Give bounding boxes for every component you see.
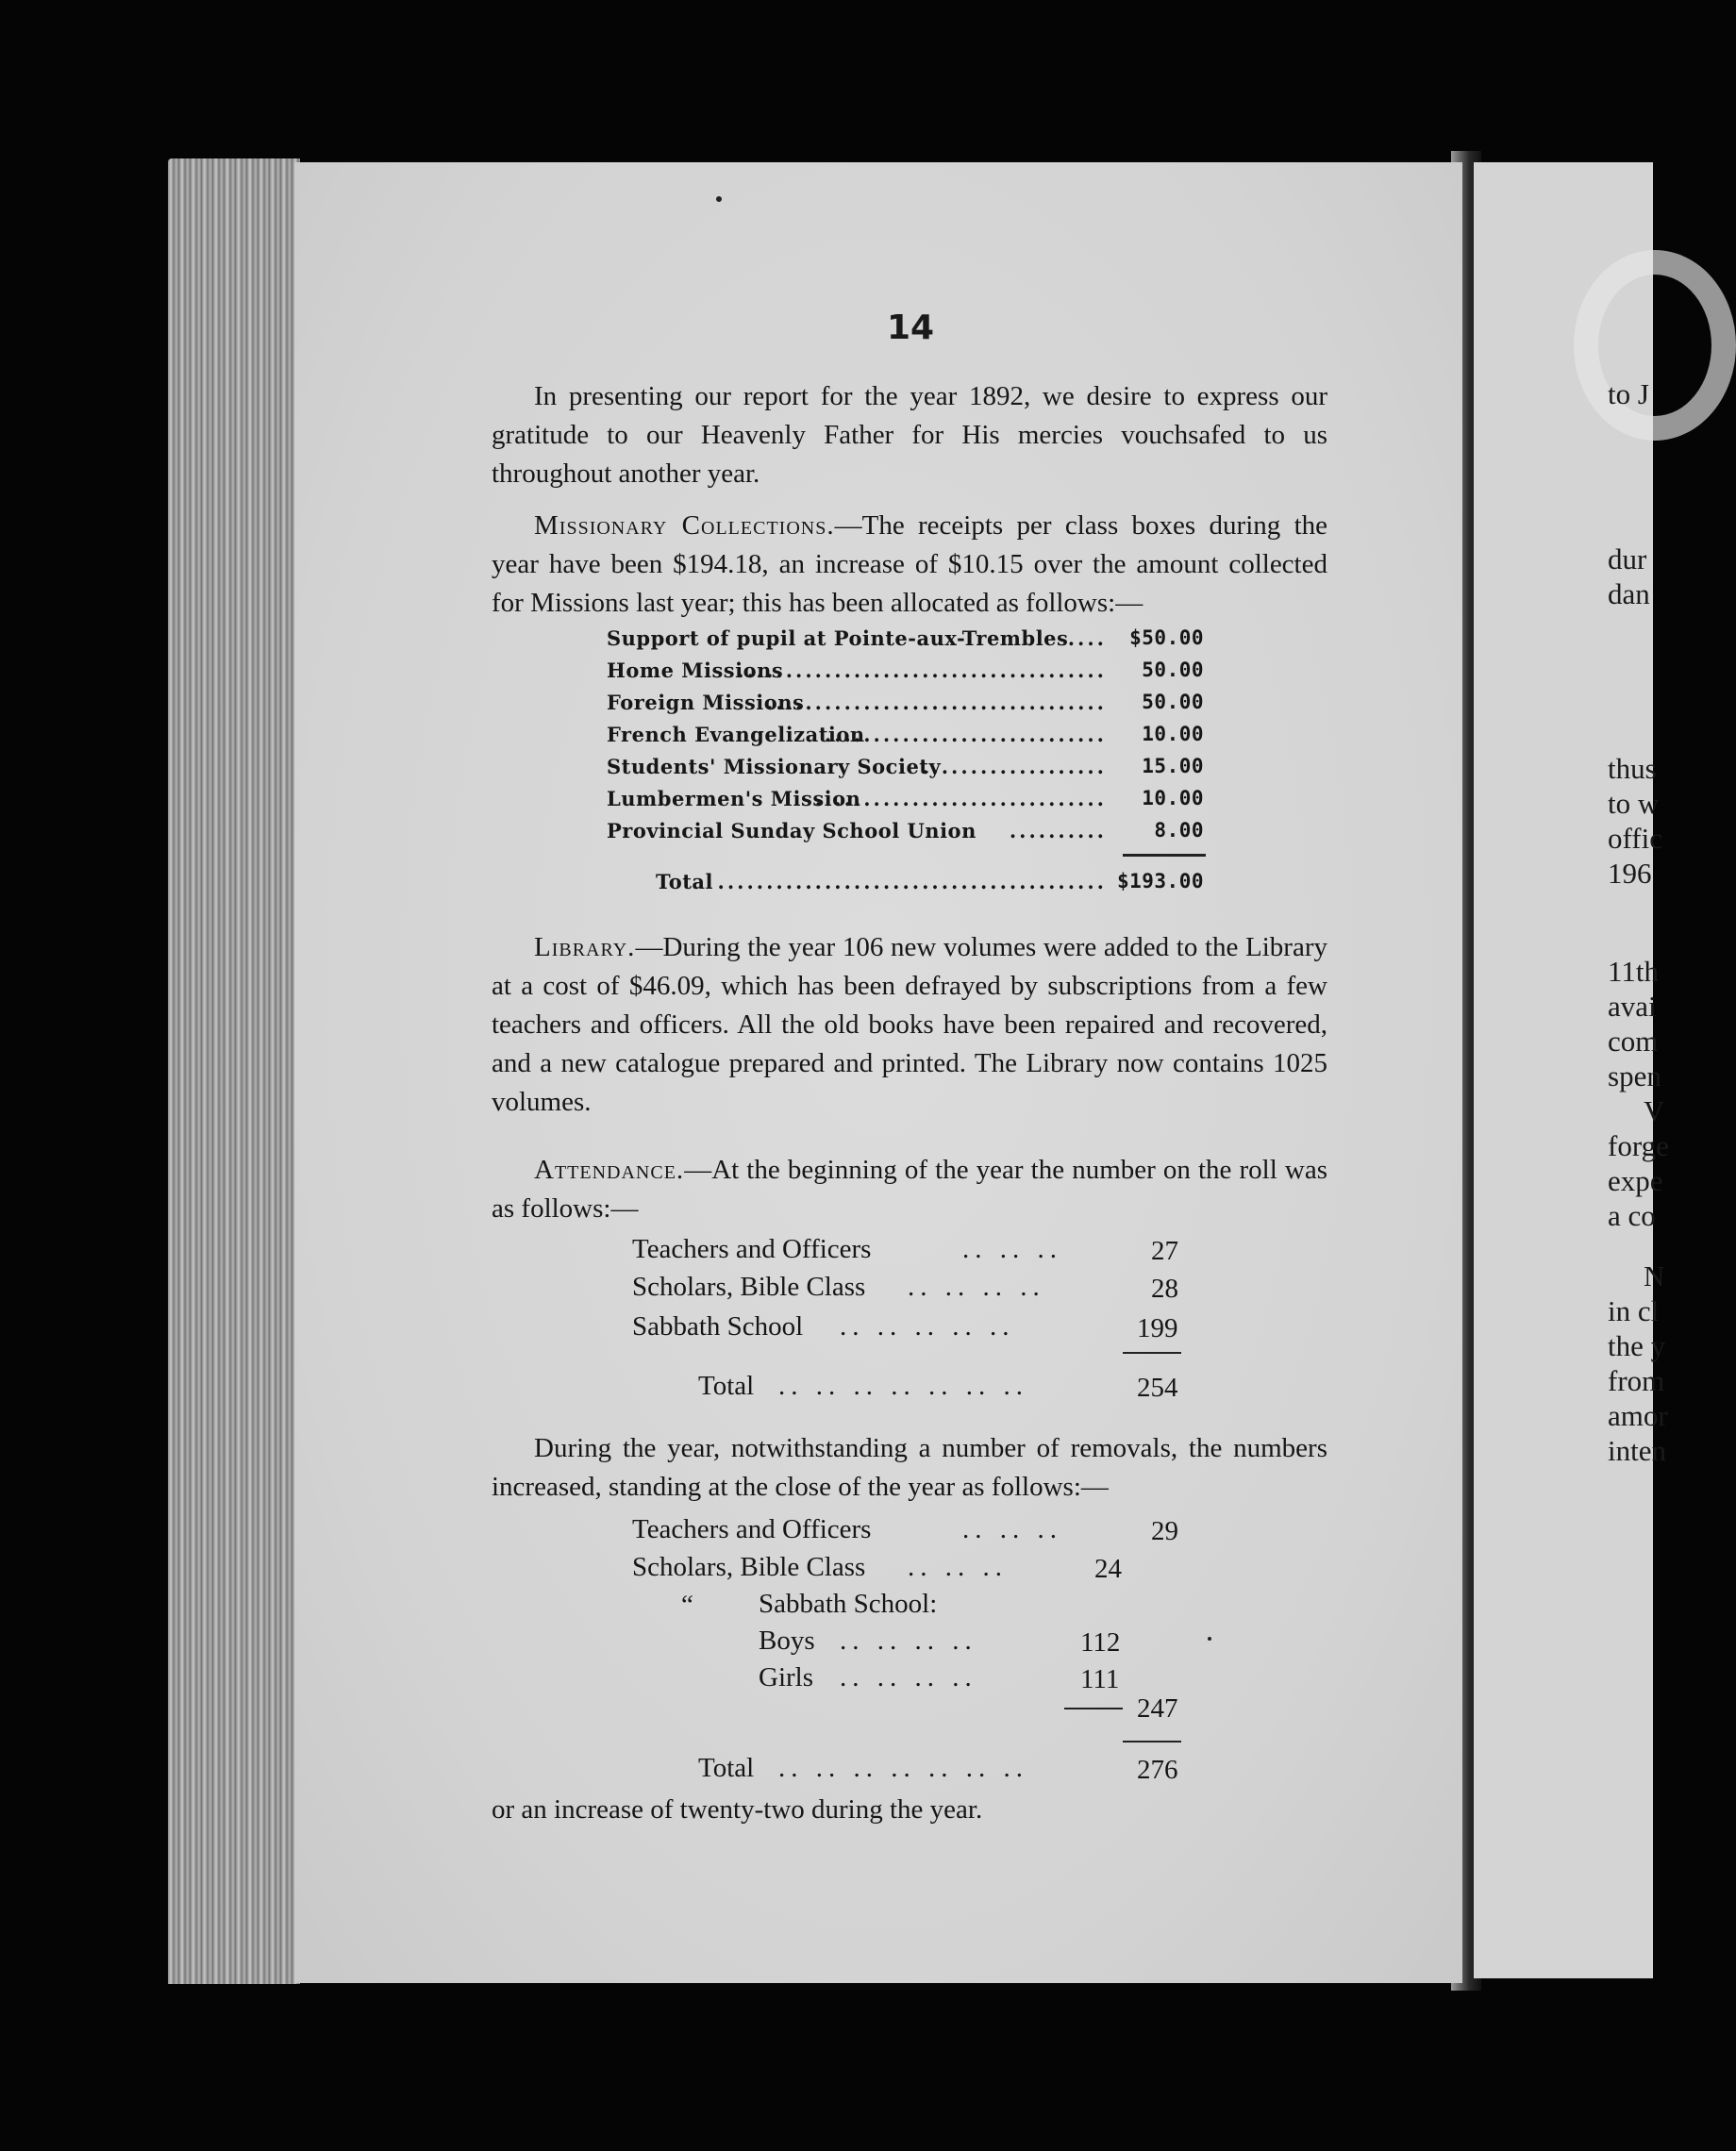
missionary-paragraph [492, 507, 1327, 623]
total-rule [1123, 854, 1206, 857]
close-label-teachers: Teachers and Officers [632, 1514, 872, 1544]
roll-total-value: 254 [1137, 1373, 1178, 1403]
close-value-bible-class: 24 [1094, 1554, 1122, 1584]
leader-dots: .......... [1009, 819, 1107, 842]
during-year-text: During the year, notwithstanding a number of removals, the numbers increased, standing at the close of the year as follows:— [492, 1433, 1327, 1502]
facing-fragment: dan [1608, 577, 1650, 610]
allocation-label: Lumbermen's Mission [607, 787, 861, 810]
facing-fragment: 196 [1608, 857, 1652, 890]
facing-fragment: avai [1608, 990, 1657, 1023]
speck [1208, 1637, 1211, 1641]
total-rule [1123, 1741, 1181, 1742]
library-heading: Library. [534, 932, 636, 962]
close-value-teachers: 29 [1151, 1516, 1178, 1546]
leader-dots: ................................... [766, 691, 1107, 714]
page-edges [168, 158, 300, 1984]
allocation-row [607, 723, 1210, 755]
close-dots: .. .. .. [908, 1552, 1008, 1582]
facing-fragment: from [1608, 1364, 1665, 1397]
facing-fragment: N [1644, 1259, 1665, 1292]
library-text: —During the year 106 new volumes were added to the Library at a cost of $46.09, which has been defrayed by subscriptions from a few teachers and officers. All the old books have been repaired and recovered, and a new catalogue prepared and printed. The Library now contains 1025 volumes. [492, 932, 1327, 1117]
facing-fragment: amor [1608, 1399, 1668, 1432]
facing-fragment: a co [1608, 1199, 1656, 1232]
missionary-total [607, 870, 1210, 902]
allocation-amount: 50.00 [1142, 659, 1204, 681]
roll-value: 27 [1151, 1236, 1178, 1266]
facing-fragment: com [1608, 1025, 1659, 1058]
leader-dots: ................... [922, 755, 1107, 778]
total-amount: $193.00 [1116, 870, 1204, 892]
roll-value: 199 [1137, 1313, 1178, 1343]
missionary-text: —The receipts per class boxes during the year have been $194.18, an increase of $10.15 over the amount collected for Missions last year; this has been allocated as follows:— [492, 510, 1327, 618]
allocation-row [607, 755, 1210, 787]
allocation-label: Students' Missionary Society [607, 755, 942, 778]
facing-fragment: spen [1608, 1059, 1661, 1092]
allocation-label: Support of pupil at Pointe-aux-Trembles [607, 626, 1069, 650]
close-total-label: Total [698, 1753, 755, 1783]
close-dots: .. .. .. .. .. .. .. [778, 1753, 1028, 1783]
facing-page-text [1474, 162, 1669, 1978]
allocation-row [607, 659, 1210, 691]
missionary-heading: Missionary Collections. [534, 510, 835, 541]
close-dots: .. .. .. [962, 1514, 1062, 1544]
leader-dots: ........................................ [717, 870, 1107, 893]
roll-value: 28 [1151, 1274, 1178, 1304]
attendance-text: —At the beginning of the year the number on the roll was as follows:— [492, 1155, 1327, 1224]
facing-fragment: dur [1608, 542, 1647, 575]
facing-fragment: to J [1608, 377, 1649, 410]
allocation-amount: 15.00 [1142, 755, 1204, 777]
allocation-amount: $50.00 [1129, 626, 1204, 649]
missionary-allocation-table [607, 626, 1210, 851]
intro-paragraph [492, 377, 1327, 493]
facing-fragment: thus [1608, 752, 1657, 785]
allocation-amount: 50.00 [1142, 691, 1204, 713]
allocation-row [607, 626, 1210, 659]
roll-dots: .. .. .. .. .. [840, 1311, 1015, 1342]
roll-label: Teachers and Officers [632, 1234, 872, 1264]
facing-fragment: expe [1608, 1164, 1663, 1197]
close-label-sabbath: Sabbath School: [759, 1589, 938, 1619]
allocation-amount: 8.00 [1154, 819, 1204, 842]
close-dots: .. .. .. .. [840, 1662, 977, 1692]
roll-dots: .. .. .. [962, 1234, 1062, 1264]
facing-fragment: offic [1608, 822, 1662, 855]
closing-text: or an increase of twenty-two during the year. [492, 1794, 983, 1825]
allocation-label: Foreign Missions [607, 691, 805, 714]
allocation-label: French Evangelization [607, 723, 865, 746]
roll-dots: .. .. .. .. [908, 1272, 1045, 1302]
allocation-row [607, 787, 1210, 819]
facing-fragment: to w [1608, 787, 1660, 820]
subtotal-rule [1064, 1708, 1123, 1709]
roll-row-teachers [632, 1234, 871, 1265]
allocation-label: Home Missions [607, 659, 784, 682]
allocation-row [607, 691, 1210, 723]
facing-fragment: forge [1608, 1129, 1669, 1162]
facing-fragment: 11th [1608, 955, 1659, 988]
page-number: 14 [887, 308, 935, 347]
facing-fragment: the y [1608, 1329, 1666, 1362]
allocation-label: Provincial Sunday School Union [607, 819, 976, 842]
library-paragraph [492, 928, 1327, 1122]
facing-fragment: V [1644, 1094, 1665, 1127]
leader-dots: ...................................... [737, 659, 1107, 682]
roll-total-label: Total [698, 1371, 755, 1401]
close-label-girls: Girls [759, 1662, 813, 1692]
roll-row-bible-class [632, 1272, 865, 1303]
during-year-paragraph [492, 1429, 1327, 1507]
close-total-value: 276 [1137, 1755, 1178, 1785]
intro-text: In presenting our report for the year 1892, we desire to express our gratitude to our Heavenly Father for His mercies vouchsafed to us throughout another year. [492, 381, 1327, 489]
allocation-total-row [607, 870, 1210, 902]
close-subtotal-value: 247 [1137, 1693, 1178, 1724]
roll-label: Sabbath School [632, 1311, 804, 1342]
leader-dots: .... [1067, 626, 1107, 650]
facing-fragment: inten [1608, 1434, 1666, 1467]
leader-dots: ............................. [824, 723, 1107, 746]
allocation-amount: 10.00 [1142, 787, 1204, 809]
speck [716, 196, 722, 202]
leader-dots: .............................. [814, 787, 1107, 810]
total-label: Total [656, 870, 714, 893]
close-value-girls: 111 [1080, 1664, 1120, 1694]
close-dots: .. .. .. .. [840, 1626, 977, 1656]
close-value-boys: 112 [1080, 1627, 1121, 1658]
close-label-boys: Boys [759, 1626, 815, 1656]
facing-fragment: in cl [1608, 1294, 1660, 1327]
close-label-bible-class: Scholars, Bible Class [632, 1552, 866, 1582]
allocation-row [607, 819, 1210, 851]
allocation-amount: 10.00 [1142, 723, 1204, 745]
roll-row-sabbath-school [632, 1311, 803, 1342]
roll-dots: .. .. .. .. .. .. .. [778, 1371, 1028, 1401]
closing-paragraph [492, 1791, 1327, 1829]
ditto-mark: “ [681, 1590, 693, 1620]
attendance-paragraph [492, 1151, 1327, 1228]
attendance-heading: Attendance. [534, 1155, 685, 1185]
total-rule [1123, 1352, 1181, 1354]
roll-label: Scholars, Bible Class [632, 1272, 866, 1302]
